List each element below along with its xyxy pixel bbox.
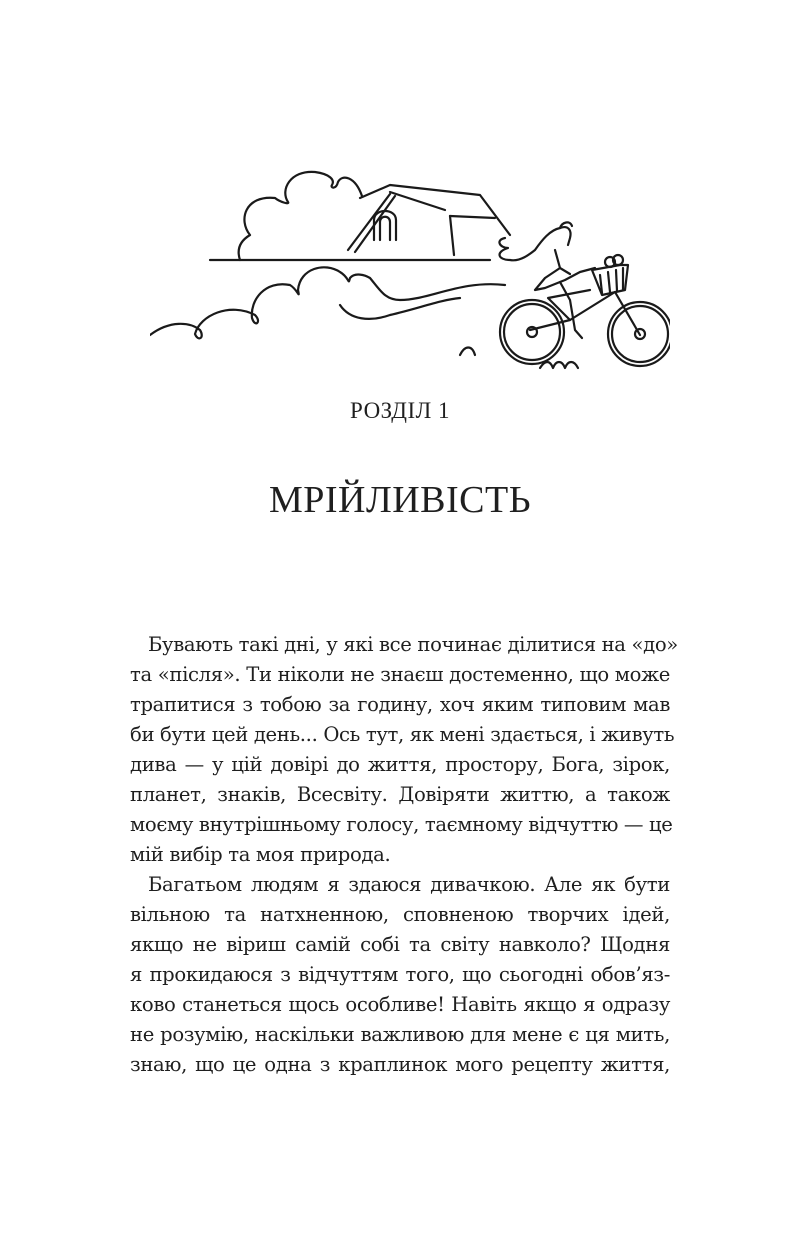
text-line: моєму внутрішньому голосу, таємному відчуттю — це: [130, 813, 673, 836]
text-line: планет, знаків, Всесвіту. Довіряти життю, а також: [130, 783, 670, 806]
text-line: не розумію, наскільки важливою для мене є ця мить,: [130, 1023, 670, 1046]
text-line: знаю, що це одна з краплинок мого рецепту життя,: [130, 1053, 670, 1076]
body-text: [130, 630, 678, 1080]
bicycle-girl-illustration-icon: [150, 150, 670, 380]
text-line: якщо не віриш самій собі та світу навколо? Щодня: [130, 933, 670, 956]
text-line: Бувають такі дні, у які все починає ділитися на «до»: [148, 633, 678, 656]
chapter-title: МРІЙЛИВІСТЬ: [268, 479, 532, 521]
paragraph-2: [130, 870, 670, 1080]
chapter-number: РОЗДІЛ 1: [350, 398, 450, 423]
text-line: вільною та натхненною, сповненою творчих ідей,: [130, 903, 670, 926]
text-line: я прокидаюся з відчуттям того, що сьогодні обов’яз-: [130, 963, 670, 986]
paragraph-1: [130, 630, 678, 870]
text-line: мій вибір та моя природа.: [130, 843, 391, 866]
text-line: ково станеться щось особливе! Навіть якщо я одразу: [130, 993, 670, 1016]
text-line: дива — у цій довірі до життя, простору, Бога, зірок,: [130, 753, 670, 776]
text-line: трапитися з тобою за годину, хоч яким типовим мав: [130, 693, 670, 716]
text-line: би бути цей день... Ось тут, як мені здається, і живуть: [130, 723, 675, 746]
text-line: та «після». Ти ніколи не знаєш достеменно, що може: [130, 663, 670, 686]
chapter-illustration: [150, 150, 670, 380]
text-line: Багатьом людям я здаюся дивачкою. Але як бути: [148, 873, 670, 896]
